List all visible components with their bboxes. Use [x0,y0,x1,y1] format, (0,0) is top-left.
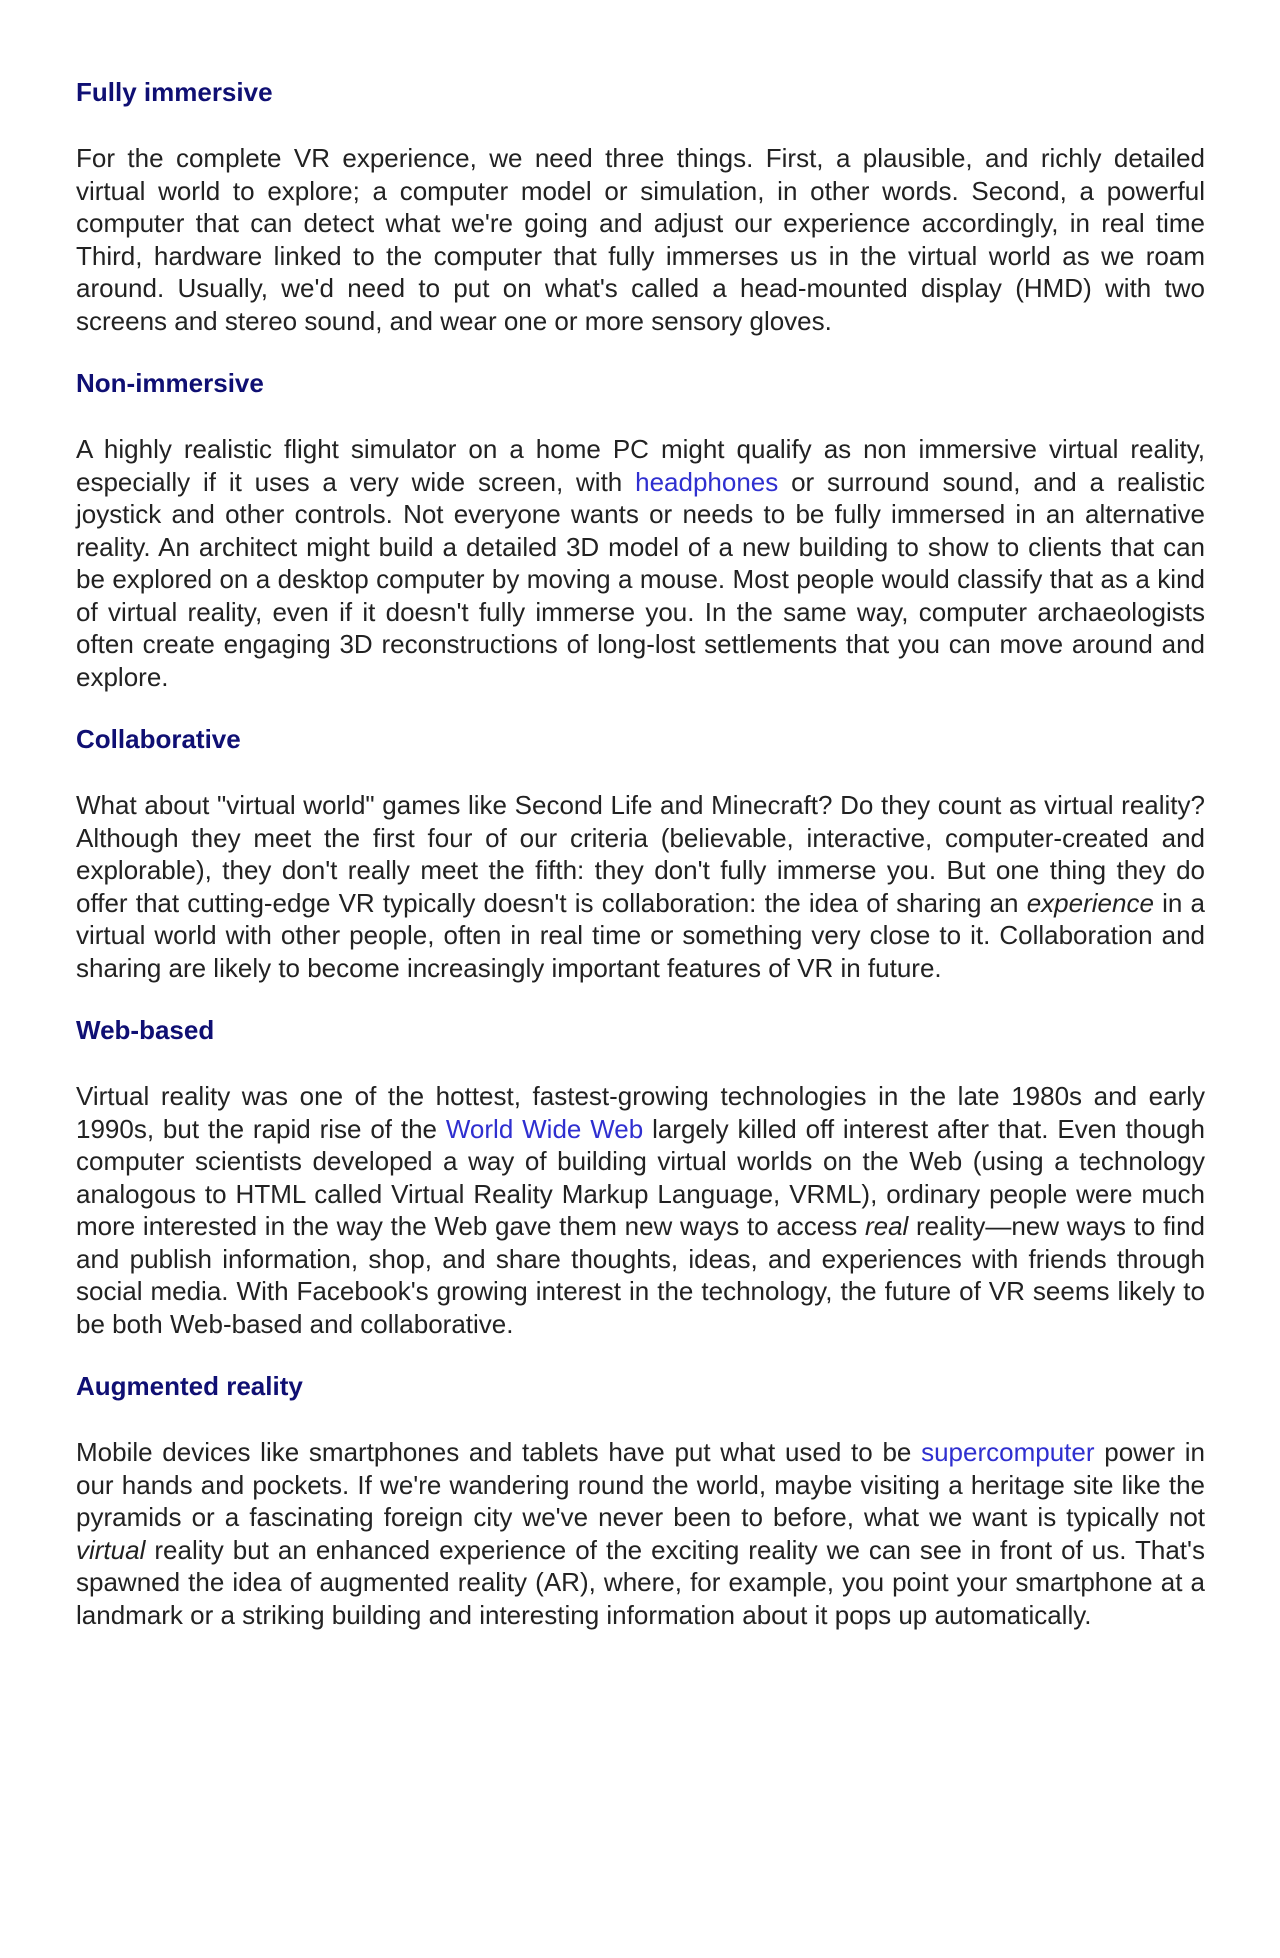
paragraph-text: reality—new ways to find and publish information, shop, and share thoughts, ideas, and experiences with friends through social media. With Facebook's growing interest in the technology, the future of VR seems likely to be both Web-based and collaborative. [76,1211,1205,1339]
paragraph-text: Mobile devices like smartphones and tablets have put what used to be [76,1437,922,1467]
world-wide-web-link[interactable]: World Wide Web [445,1113,644,1144]
section-paragraph [76,142,1205,337]
section-heading: Augmented reality [76,1371,303,1401]
paragraph-text: or surround sound, and a realistic joystick and other controls. Not everyone wants or needs to be fully immersed in an alternative reality. An architect might build a detailed 3D model of a new building to show to clients that can be explored on a desktop computer by moving a mouse. Most people would classify that as a kind of virtual reality, even if it doesn't fully immerse you. In the same way, computer archaeologists often create engaging 3D reconstructions of long-lost settlements that you can move around and explore. [76,466,1205,692]
emphasis-text: virtual [76,1534,146,1565]
section-web-based [76,1010,1205,1340]
paragraph-text: power in our hands and pockets. If we're wandering round the world, maybe visiting a heritage site like the pyramids or a fascinating foreign city we've never been to before, what we want is typically not [76,1437,1206,1532]
section-paragraph [76,1436,1205,1631]
paragraph-text: largely killed off interest after that. Even though computer scientists developed a way of building virtual worlds on the Web (using a technology analogous to HTML called Virtual Reality Markup Language, VRML), ordinary people were much more interested in the way the Web gave them new ways to access [76,1113,1205,1241]
section-collaborative [76,719,1205,984]
section-heading: Non-immersive [76,368,264,398]
paragraph-text: A highly realistic flight simulator on a home PC might qualify as non immersive virtual reality, especially if it uses a very wide screen, with [76,434,1205,497]
paragraph-text: in a virtual world with other people, often in real time or something very close to it. Collaboration and sharing are likely to become increasingly important features of VR in future. [76,887,1205,983]
section-fully-immersive [76,72,1205,337]
section-heading: Collaborative [76,724,241,754]
section-non-immersive [76,363,1205,693]
section-heading: Web-based [76,1015,215,1045]
paragraph-text: Virtual reality was one of the hottest, fastest-growing technologies in the late 1980s and early 1990s, but the rapid rise of the [76,1081,1205,1144]
section-paragraph [76,433,1205,693]
paragraph-text: For the complete VR experience, we need three things. First, a plausible, and richly detailed virtual world to explore; a computer model or simulation, in other words. Second, a powerful computer that can detect what we're going and adjust our experience accordingly, in real time Third, hardware linked to the computer that fully immerses us in the virtual world as we roam around. Usually, we'd need to put on what's called a head-mounted display (HMD) with two screens and stereo sound, and wear one or more sensory gloves. [76,143,1205,336]
section-paragraph [76,789,1205,984]
section-augmented-reality [76,1366,1205,1631]
paragraph-text: reality but an enhanced experience of the exciting reality we can see in front of us. That's spawned the idea of augmented reality (AR), where, for example, you point your smartphone at a landmark or a striking building and interesting information about it pops up automatically. [76,1534,1205,1630]
emphasis-text: experience [1026,887,1154,918]
emphasis-text: real [864,1211,909,1241]
paragraph-text: What about "virtual world" games like Second Life and Minecraft? Do they count as virtual reality? Although they meet the first four of our criteria (believable, interactive, computer-created and explorable), they don't really meet the fifth: they don't fully immerse you. But one thing they do offer that cutting-edge VR typically doesn't is collaboration: the idea of sharing an [76,790,1205,918]
section-paragraph [76,1080,1205,1340]
article-body [76,72,1205,1657]
headphones-link[interactable]: headphones [635,466,779,497]
section-heading: Fully immersive [76,77,273,107]
supercomputer-link[interactable]: supercomputer [921,1437,1095,1467]
